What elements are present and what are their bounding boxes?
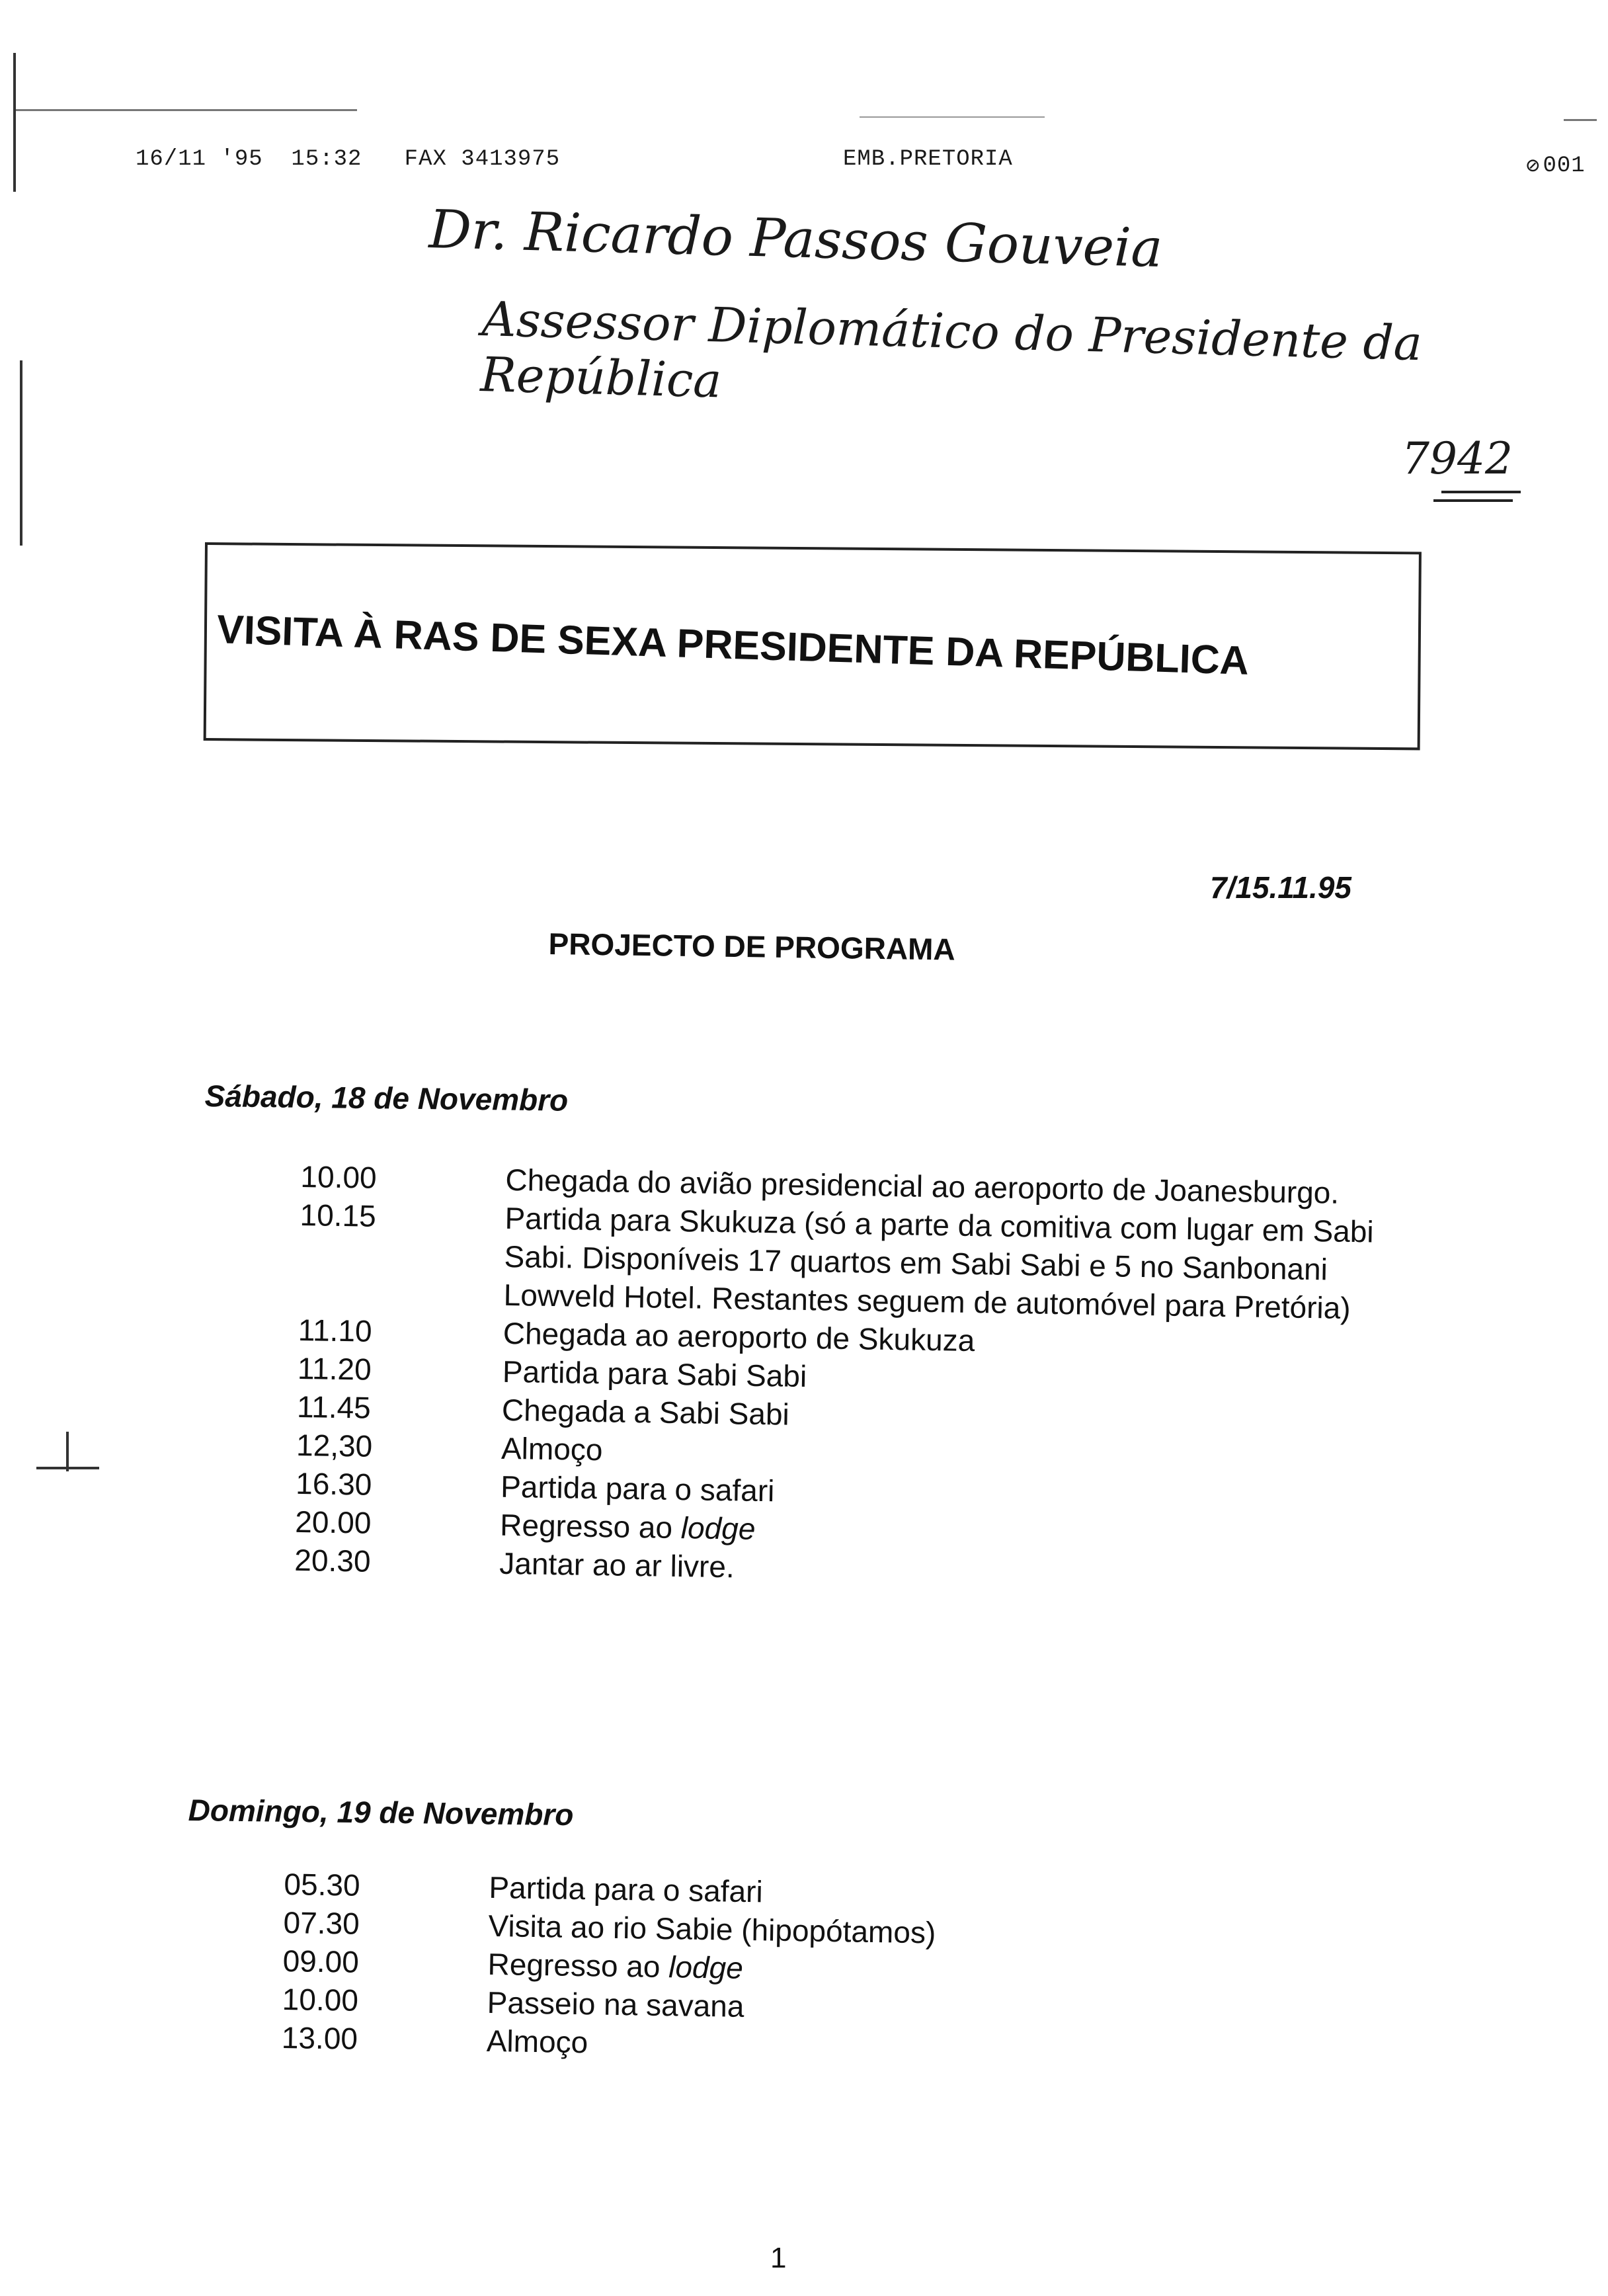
activity-italic-text: lodge bbox=[668, 1949, 744, 1985]
schedule-time: 07.30 bbox=[283, 1905, 360, 1941]
page-number: 1 bbox=[770, 2242, 787, 2274]
schedule-activity: Partida para o safari bbox=[500, 1469, 775, 1508]
schedule-activity: Partida para Sabi Sabi bbox=[502, 1354, 807, 1394]
schedule-time: 20.30 bbox=[294, 1542, 371, 1578]
schedule-activity: Partida para Skukuza (só a parte da comitiva com lugar em Sabi Sabi. Disponíveis 17 quartos em Sabi Sabi e 5 no Sanbonani Lowveld Hotel. Restantes seguem de automóvel para Pretória) bbox=[503, 1200, 1375, 1325]
schedule-time: 12,30 bbox=[296, 1427, 373, 1463]
schedule-row bbox=[298, 1196, 1411, 1328]
schedule-time: 11.45 bbox=[296, 1389, 372, 1425]
schedule-time: 09.00 bbox=[282, 1943, 360, 1979]
schedule-activity: Visita ao rio Sabie (hipopótamos) bbox=[488, 1908, 936, 1950]
scan-edge-line bbox=[860, 116, 1045, 118]
day-heading-sunday: Domingo, 19 de Novembro bbox=[188, 1793, 574, 1832]
margin-tick-mark bbox=[36, 1467, 99, 1469]
document-date-reference: 7/15.11.95 bbox=[1210, 870, 1352, 905]
schedule-activity: Chegada ao aeroporto de Skukuza bbox=[502, 1315, 975, 1358]
schedule-time: 11.10 bbox=[298, 1312, 372, 1348]
schedule-time: 16.30 bbox=[295, 1465, 372, 1502]
reference-underline bbox=[1441, 491, 1521, 493]
left-margin-bar bbox=[13, 53, 16, 192]
schedule-activity: Jantar ao ar livre. bbox=[499, 1545, 735, 1584]
schedule-activity: Partida para o safari bbox=[489, 1869, 764, 1909]
fax-datetime-text: 16/11 '95 15:32 bbox=[136, 147, 362, 172]
handwritten-addressee: Dr. Ricardo Passos Gouveia bbox=[428, 198, 1164, 280]
fax-datetime bbox=[136, 147, 560, 172]
activity-italic-text: lodge bbox=[680, 1510, 756, 1546]
day-heading-saturday: Sábado, 18 de Novembro bbox=[204, 1078, 569, 1118]
scan-edge-line bbox=[1564, 119, 1597, 121]
activity-text: Regresso ao bbox=[499, 1507, 682, 1545]
fax-page-icon: ⊘ bbox=[1526, 155, 1541, 180]
fax-sender: EMB.PRETORIA bbox=[843, 147, 1013, 172]
fax-page-number: 001 bbox=[1543, 153, 1586, 179]
title-box bbox=[204, 542, 1422, 750]
visit-title: VISITA À RAS DE SEXA PRESIDENTE DA REPÚBLICA bbox=[216, 606, 1250, 683]
schedule-time: 11.20 bbox=[297, 1350, 372, 1387]
margin-tick-mark bbox=[66, 1432, 69, 1471]
schedule-activity: Chegada a Sabi Sabi bbox=[501, 1392, 790, 1432]
handwritten-title: Assessor Diplomático do Presidente da República bbox=[479, 291, 1423, 409]
schedule-time: 20.00 bbox=[294, 1504, 372, 1540]
schedule-time: 10.00 bbox=[300, 1159, 378, 1195]
activity-text: Regresso ao bbox=[487, 1946, 669, 1985]
schedule-activity: Chegada do avião presidencial ao aeroporto de Joanesburgo. bbox=[505, 1162, 1340, 1210]
schedule-time: 13.00 bbox=[281, 2020, 358, 2056]
handwritten-reference-number: 7942 bbox=[1402, 433, 1513, 484]
schedule-time: 05.30 bbox=[284, 1866, 361, 1903]
schedule-activity: Almoço bbox=[501, 1430, 603, 1467]
schedule-time: 10.15 bbox=[300, 1197, 377, 1233]
schedule-activity: Almoço bbox=[486, 2023, 588, 2060]
schedule-saturday bbox=[294, 1157, 1412, 1596]
fax-number: FAX 3413975 bbox=[404, 147, 561, 172]
document-title: PROJECTO DE PROGRAMA bbox=[548, 926, 956, 967]
schedule-activity: Passeio na savana bbox=[487, 1985, 744, 2024]
left-margin-bar bbox=[20, 360, 22, 546]
schedule-sunday bbox=[281, 1865, 1394, 2074]
schedule-time: 10.00 bbox=[282, 1981, 359, 2018]
fax-page-counter bbox=[1526, 152, 1586, 180]
reference-underline bbox=[1433, 499, 1513, 502]
scan-edge-line bbox=[13, 109, 357, 111]
